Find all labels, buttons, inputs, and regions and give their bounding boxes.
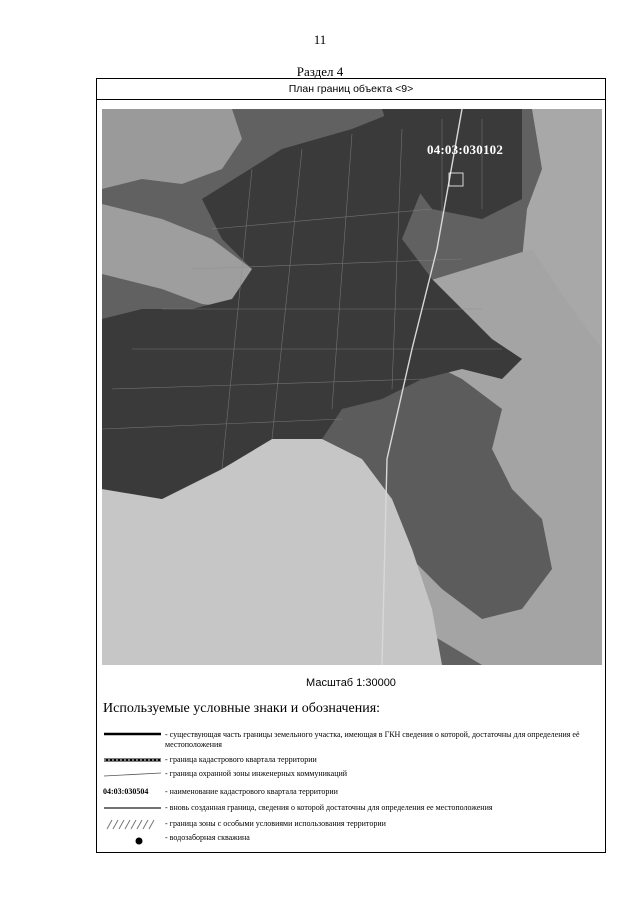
- legend-title: Используемые условные знаки и обозначения:: [103, 701, 381, 716]
- legend-item-new-boundary: [103, 803, 603, 815]
- plan-frame: [96, 78, 606, 853]
- water-well-dot-icon: [103, 833, 163, 847]
- scale-label: Масштаб 1:30000: [306, 677, 396, 689]
- legend-text: - вновь созданная граница, сведения о которой достаточны для определения ее местоположения: [165, 803, 493, 812]
- quarter-label: 04:03:030102: [427, 142, 504, 157]
- legend-text: - граница кадастрового квартала территории: [165, 755, 317, 764]
- section-title: Раздел 4: [296, 64, 344, 79]
- legend-item-quarter-name: [103, 787, 603, 799]
- map-image[interactable]: [102, 109, 602, 665]
- legend-text: - граница охранной зоны инженерных коммуникаций: [165, 769, 348, 778]
- hatched-line-icon: [103, 819, 163, 833]
- legend-text: - водозаборная скважина: [165, 833, 250, 842]
- legend-item-special-zone: [103, 819, 603, 831]
- map-svg: [102, 109, 602, 665]
- thick-line-icon: [103, 730, 163, 744]
- legend-text: - граница зоны с особыми условиями использования территории: [165, 819, 386, 828]
- legend-item-quarter-boundary: [103, 755, 603, 767]
- plan-title: План границ объекта <9>: [97, 79, 605, 100]
- legend-item-existing-boundary: [103, 730, 603, 752]
- quarter-boundary-line-icon: [103, 755, 163, 769]
- legend-text: - существующая часть границы земельного участка, имеющая в ГКН сведения о которой, достаточны для определения её местоположения: [165, 730, 580, 749]
- thin-line-icon: [103, 769, 163, 783]
- page-number: 11: [313, 32, 327, 47]
- legend-text: - наименование кадастрового квартала территории: [165, 787, 338, 796]
- legend-item-water-well: [103, 833, 603, 847]
- quarter-code-sample: 04:03:030504: [103, 787, 149, 796]
- legend-item-protection-zone: [103, 769, 603, 781]
- medium-line-icon: [103, 803, 163, 817]
